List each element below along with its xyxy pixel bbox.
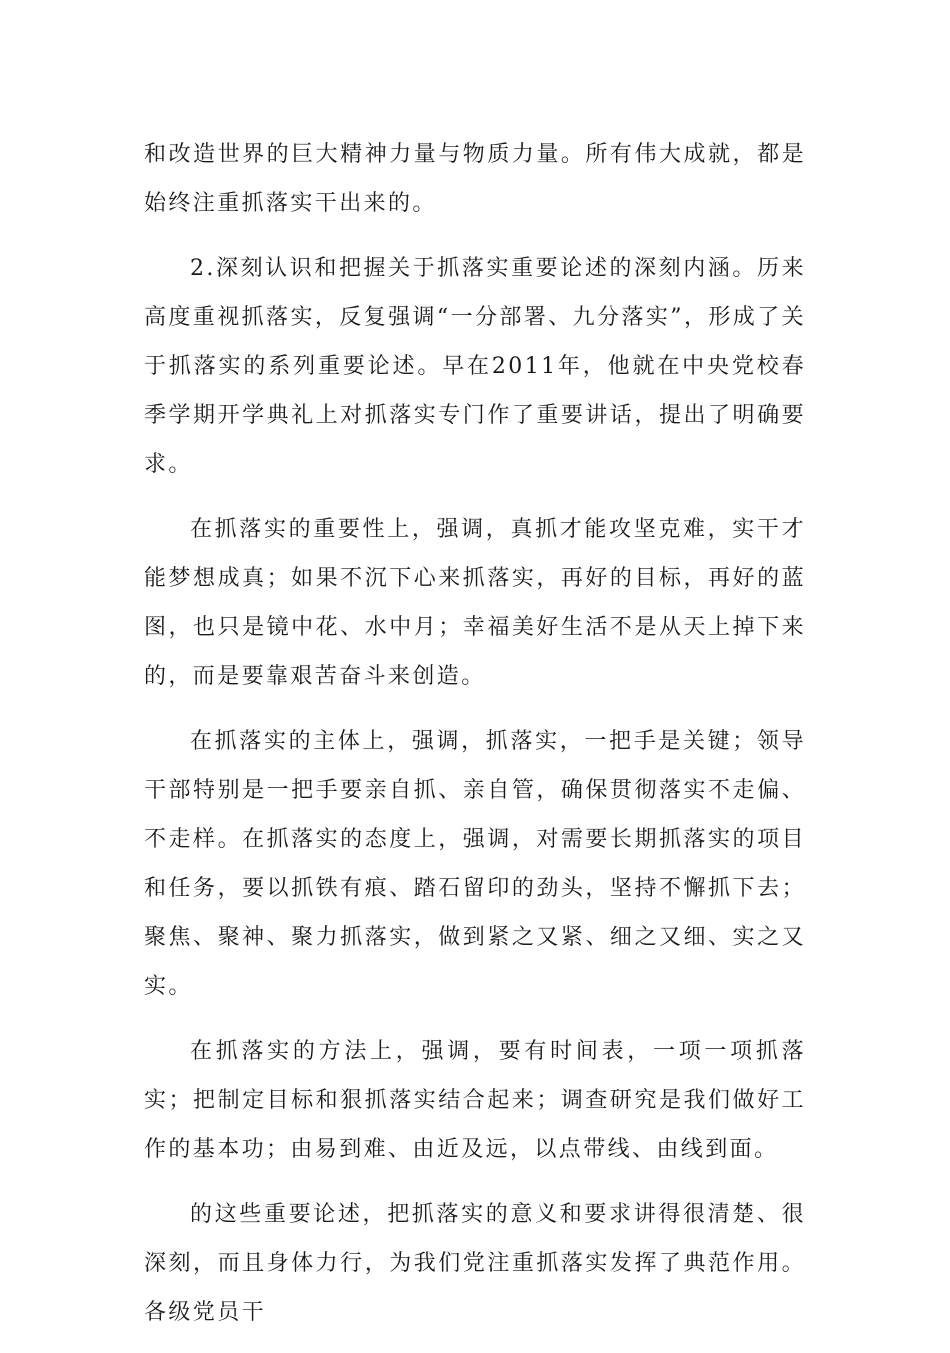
paragraph-6: 的这些重要论述，把抓落实的意义和要求讲得很清楚、很深刻，而且身体力行，为我们党注重抓落实发挥了典范作用。各级党员干 bbox=[144, 1202, 806, 1325]
paragraph-3: 在抓落实的重要性上，强调，真抓才能攻坚克难，实干才能梦想成真；如果不沉下心来抓落实，再好的目标，再好的蓝图，也只是镜中花、水中月；幸福美好生活不是从天上掉下来的，而是要靠艰苦奋斗来创造。 bbox=[144, 517, 806, 689]
paragraph-1: 和改造世界的巨大精神力量与物质力量。所有伟大成就，都是始终注重抓落实干出来的。 bbox=[144, 142, 806, 216]
document-body bbox=[144, 130, 806, 1353]
paragraph-5: 在抓落实的方法上，强调，要有时间表，一项一项抓落实；把制定目标和狠抓落实结合起来；调查研究是我们做好工作的基本功；由易到难、由近及远，以点带线、由线到面。 bbox=[144, 1039, 806, 1162]
paragraph-4: 在抓落实的主体上，强调，抓落实，一把手是关键；领导干部特别是一把手要亲自抓、亲自管，确保贯彻落实不走偏、不走样。在抓落实的态度上，强调，对需要长期抓落实的项目和任务，要以抓铁有痕、踏石留印的劲头，坚持不懈抓下去；聚焦、聚神、聚力抓落实，做到紧之又紧、细之又细、实之又实。 bbox=[144, 729, 806, 999]
paragraph-2: 2.深刻认识和把握关于抓落实重要论述的深刻内涵。历来高度重视抓落实，反复强调“一分部署、九分落实”，形成了关于抓落实的系列重要论述。早在2011年，他就在中央党校春季学期开学典礼上对抓落实专门作了重要讲话，提出了明确要求。 bbox=[144, 256, 806, 477]
